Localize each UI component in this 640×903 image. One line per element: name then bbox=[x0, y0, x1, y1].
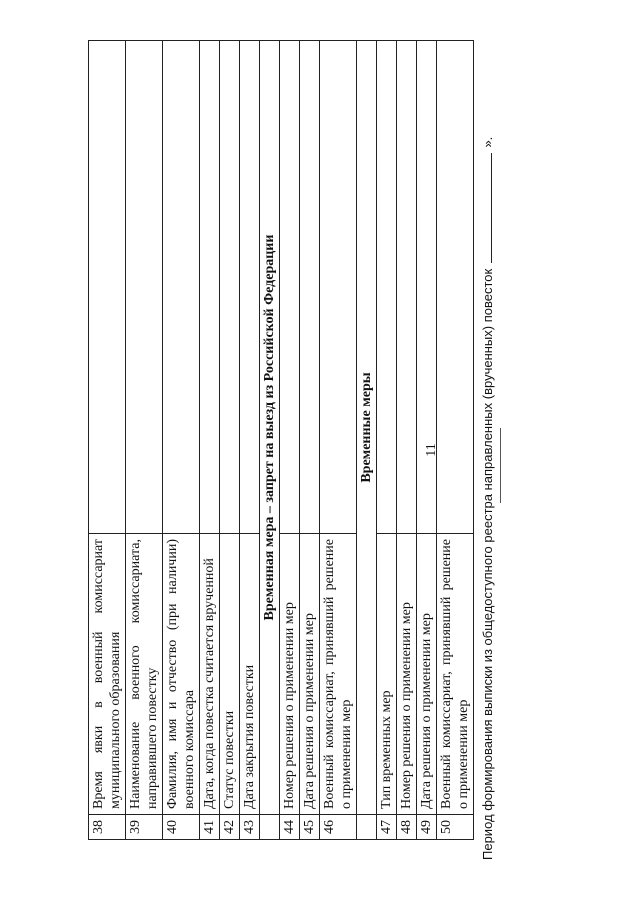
section-header-row bbox=[260, 41, 280, 840]
page-number: 11 bbox=[424, 443, 439, 457]
field-value bbox=[200, 41, 220, 534]
section-title: Временные меры bbox=[357, 41, 377, 815]
register-table bbox=[88, 40, 474, 840]
field-name: Дата решения о применении мер bbox=[300, 534, 320, 815]
field-name: Номер решения о применении мер bbox=[280, 534, 300, 815]
row-number: 46 bbox=[320, 815, 357, 840]
field-name: Номер решения о применении мер bbox=[397, 534, 417, 815]
row-number: 42 bbox=[220, 815, 240, 840]
field-name: Дата закрытия повестки bbox=[240, 534, 260, 815]
footer-note bbox=[480, 100, 495, 860]
footer-suffix: ». bbox=[480, 136, 495, 148]
field-value bbox=[377, 41, 397, 534]
row-number: 45 bbox=[300, 815, 320, 840]
field-value bbox=[89, 41, 126, 534]
field-name: Время явки в военный комиссариат муниципального образования bbox=[89, 534, 126, 815]
field-value bbox=[417, 41, 437, 534]
field-value bbox=[397, 41, 417, 534]
field-value bbox=[320, 41, 357, 534]
table-row bbox=[240, 41, 260, 840]
field-name: Статус повестки bbox=[220, 534, 240, 815]
field-value bbox=[300, 41, 320, 534]
empty-cell bbox=[260, 815, 280, 840]
row-number: 50 bbox=[437, 815, 474, 840]
row-number: 49 bbox=[417, 815, 437, 840]
table-row bbox=[89, 41, 126, 840]
field-name: Дата решения о применении мер bbox=[417, 534, 437, 815]
field-name: Тип временных мер bbox=[377, 534, 397, 815]
row-number: 41 bbox=[200, 815, 220, 840]
table-row bbox=[320, 41, 357, 840]
row-number: 47 bbox=[377, 815, 397, 840]
row-number: 38 bbox=[89, 815, 126, 840]
row-number: 40 bbox=[163, 815, 200, 840]
table-row bbox=[437, 41, 474, 840]
row-number: 44 bbox=[280, 815, 300, 840]
table-row bbox=[397, 41, 417, 840]
row-number: 48 bbox=[397, 815, 417, 840]
section-title: Временная мера – запрет на выезд из Российской Федерации bbox=[260, 41, 280, 815]
row-number: 39 bbox=[126, 815, 163, 840]
field-value bbox=[240, 41, 260, 534]
field-name: Военный комиссариат, принявший решение о применении мер bbox=[437, 534, 474, 815]
blank-field bbox=[491, 153, 492, 263]
empty-cell bbox=[357, 815, 377, 840]
register-table-container bbox=[88, 40, 471, 840]
table-row bbox=[417, 41, 437, 840]
field-value bbox=[280, 41, 300, 534]
footer-text: Период формирования выписки из общедоступного реестра направленных (врученных) повесток bbox=[480, 268, 495, 860]
table-row bbox=[126, 41, 163, 840]
field-value bbox=[220, 41, 240, 534]
row-number: 43 bbox=[240, 815, 260, 840]
field-value bbox=[126, 41, 163, 534]
table-row bbox=[200, 41, 220, 840]
table-row bbox=[163, 41, 200, 840]
field-name: Дата, когда повестка считается врученной bbox=[200, 534, 220, 815]
field-value bbox=[437, 41, 474, 534]
field-name: Фамилия, имя и отчество (при наличии) военного комиссара bbox=[163, 534, 200, 815]
table-row bbox=[280, 41, 300, 840]
table-row bbox=[220, 41, 240, 840]
field-name: Военный комиссариат, принявший решение о применении мер bbox=[320, 534, 357, 815]
field-name: Наименование военного комиссариата, направившего повестку bbox=[126, 534, 163, 815]
table-row bbox=[300, 41, 320, 840]
signature-line bbox=[500, 428, 501, 503]
section-header-row bbox=[357, 41, 377, 840]
field-value bbox=[163, 41, 200, 534]
table-row bbox=[377, 41, 397, 840]
